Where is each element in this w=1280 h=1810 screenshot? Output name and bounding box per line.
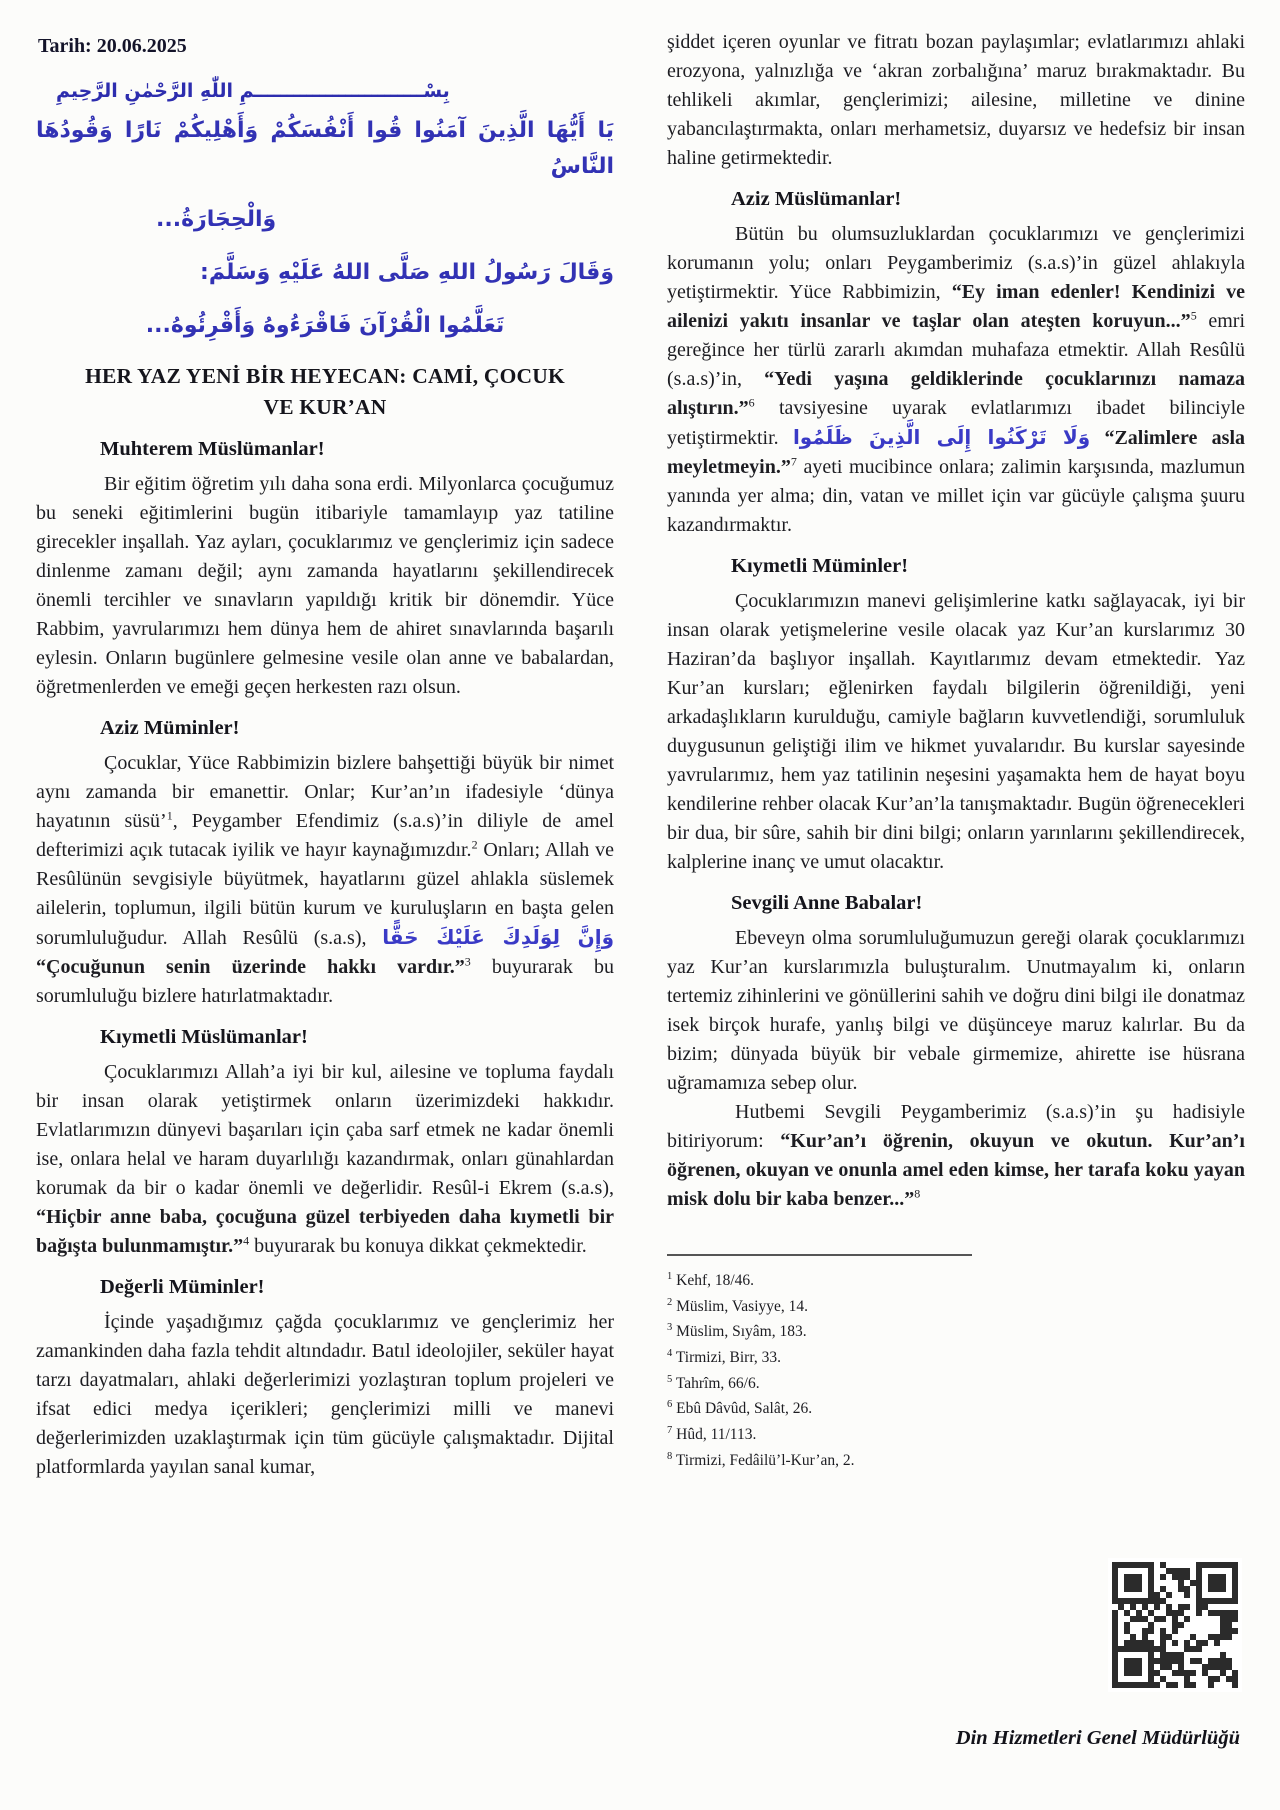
footnote-number: 3: [667, 1322, 673, 1334]
section-heading: Kıymetli Müslümanlar!: [100, 1026, 308, 1048]
footnote-text: Ebû Dâvûd, Salât, 26.: [672, 1400, 813, 1418]
section-heading: Aziz Müslümanlar!: [731, 188, 902, 210]
footnote-item: [667, 1394, 1245, 1420]
body-text: buyurarak bu sorumluluğu bizlere hatırlatmaktadır.: [36, 956, 614, 1007]
paragraph: [36, 1058, 614, 1261]
paragraph: [36, 749, 614, 1011]
footnotes-list: [667, 1266, 1245, 1471]
footnote-number: 4: [667, 1347, 673, 1359]
body-text: İçinde yaşadığımız çağda çocuklarımız ve gençlerimiz her zamankinden daha fazla tehdit altındadır. Batıl ideolojiler, seküler hayat tarzı dayatmaları, ahlaki değerlerimizi yozlaştıran toplum projeleri ve ifsat edici medya içerikleri; gençlerimizi milli ve manevi değerlerimizden uzaklaştırmak için tüm gücüyle çalışmaktadır. Dijital platformlarda yayılan sanal kumar,: [36, 1311, 614, 1478]
right-column: [667, 28, 1245, 1471]
body-text: tavsiyesine uyarak evlatlarımızı ibadet bilinciyle yetiştirmektir.: [667, 397, 1245, 449]
sermon-title: [36, 361, 614, 423]
footnote-number: 8: [667, 1450, 673, 1462]
right-column-sections: [667, 28, 1245, 1214]
body-text: Çocuklarımızı Allah’a iyi bir kul, ailesine ve topluma faydalı bir insan olarak yetiştirmek onların üzerimizdeki hakkıdır. Evlatlarımızın dünyevi başarıları için çaba sarf etmek ne kadar önemli ise, onlara helal ve haram duyarlılığı kazandırmak, onları günahlardan korumak da bir o kadar önemli ve değerlidir. Resûl-i Ekrem (s.a.s),: [36, 1061, 614, 1199]
bold-quote: “Zalimlere asla meyletmeyin.”: [667, 427, 1246, 478]
footnote-marker: 6: [748, 395, 755, 410]
body-text: Hutbemi Sevgili Peygamberimiz (s.a.s)’in şu hadisiyle bitiriyorum:: [667, 1101, 1245, 1152]
footnote-number: 1: [667, 1271, 673, 1282]
footnote-marker: 5: [1190, 308, 1197, 323]
body-text: Bütün bu olumsuzluklardan çocuklarımızı ve gençlerimizi korumanın yolu; onları Peygamberimiz (s.a.s)’in güzel ahlakıyla yetiştirmektir. Yüce Rabbimizin,: [667, 223, 1245, 303]
arabic-verse-line: وَالْحِجَارَةُ...: [156, 207, 277, 232]
footnote-text: Hûd, 11/113.: [672, 1426, 757, 1444]
footnote-marker: 1: [166, 808, 173, 823]
basmala-calligraphy: بِسْــــــــــــــــــــــــــمِ اللّٰهِ الرَّحْمٰنِ الرَّحِيمِ: [56, 80, 450, 102]
footnote-text: Tahrîm, 66/6.: [672, 1374, 760, 1392]
date-label: Tarih: 20.06.2025: [38, 35, 187, 57]
footnote-item: [667, 1292, 1245, 1318]
inline-arabic-quote: وَإِنَّ لِوَلَدِكَ عَلَيْكَ حَقًّا: [382, 925, 615, 949]
paragraph: [667, 1098, 1245, 1214]
paragraph: [667, 28, 1245, 173]
footer-signature: Din Hizmetleri Genel Müdürlüğü: [955, 1727, 1240, 1749]
paragraph: [36, 470, 614, 702]
paragraph: [667, 220, 1245, 540]
footnote-number: 7: [667, 1424, 673, 1436]
body-text: ayeti mucibince onlara; zalimin karşısında, mazlumun yanında yer alma; din, vatan ve millet için var gücüyle çalışma şuuru kazandırmaktır.: [667, 456, 1245, 536]
sermon-title-line2: VE KUR’AN: [263, 395, 387, 419]
paragraph: [36, 1308, 614, 1482]
footnote-text: Müslim, Sıyâm, 183.: [672, 1323, 807, 1341]
sermon-title-line1: HER YAZ YENİ BİR HEYECAN: CAMİ, ÇOCUK: [85, 364, 565, 388]
bold-quote: “Yedi yaşına geldiklerinde çocuklarınızı namaza alıştırın.”: [667, 368, 1245, 419]
body-text: buyurarak bu konuya dikkat çekmektedir.: [249, 1235, 587, 1257]
footnote-marker: 2: [471, 837, 478, 852]
body-text: şiddet içeren oyunlar ve fitratı bozan paylaşımlar; evlatlarımızı ahlaki erozyona, yalnızlığa ve ‘akran zorbalığına’ maruz bırakmaktadır. Bu tehlikeli akımlar, gençlerimizi; ailesine, milletine ve dinine yabancılaştırmakta, onları merhametsiz, duyarsız ve hedefsiz bir insan haline getirmektedir.: [667, 31, 1245, 169]
body-text: emri gereğince her türlü zararlı akımdan muhafaza etmektir. Allah Resûlü (s.a.s)’in,: [667, 310, 1245, 390]
arabic-hadith-intro-line: وَقَالَ رَسُولُ اللهِ صَلَّى اللهُ عَلَيْهِ وَسَلَّمَ:: [200, 260, 614, 285]
left-column-sections: [36, 435, 614, 1482]
arabic-verse-line: يَا أَيُّهَا الَّذِينَ آمَنُوا قُوا أَنْفُسَكُمْ وَأَهْلِيكُمْ نَارًا وَقُودُهَا النَّاسُ: [36, 118, 614, 179]
section-heading: Aziz Müminler!: [100, 717, 240, 739]
body-text: Onları; Allah ve Resûlünün sevgisiyle büyütmek, hayatlarını güzel ahlakla süslemek ailelerin, toplumun, ilgili bütün kurum ve kuruluşların en başta gelen sorumluluğudur. Allah Resûlü (s.a.s),: [36, 839, 614, 949]
footnote-marker: 4: [243, 1233, 250, 1248]
paragraph: [667, 587, 1245, 877]
section-heading: Kıymetli Müminler!: [731, 555, 909, 577]
footnote-item: [667, 1343, 1245, 1369]
qr-code: [1108, 1558, 1242, 1692]
body-text: Çocuklarımızın manevi gelişimlerine katkı sağlayacak, iyi bir insan olarak yetişmelerine vesile olacak yaz Kur’an kurslarımız 30 Haziran’da başlıyor inşallah. Kayıtlarımız devam etmektedir. Yaz Kur’an kursları; eğlenirken faydalı bilgilerin öğrenildiği, yeni arkadaşlıkların kurulduğu, camiyle bağların kuvvetlendiği, sorumluluk duygusunun geliştiği ilim ve hikmet yuvalarıdır. Bu kurslar sayesinde yavrularımız, hem yaz tatilinin neşesini yaşamakta hem de hayat boyu kendilerine rehber olacak Kur’an’la tanışmaktadır. Bugün öğrenecekleri bir dua, bir sûre, sahih bir dini bilgi; onların yarınlarını şekillendirecek, kalplerine inanç ve umut olacaktır.: [667, 590, 1245, 873]
section-heading: Değerli Müminler!: [100, 1276, 265, 1298]
paragraph: [667, 924, 1245, 1098]
bold-quote: “Kur’an’ı öğrenin, okuyun ve okutun. Kur’an’ı öğrenen, okuyan ve onunla amel eden kimse, her tarafa koku yayan misk dolu bir kaba benzer...”: [667, 1130, 1245, 1210]
arabic-hadith-line: تَعَلَّمُوا الْقُرْآنَ فَاقْرَءُوهُ وَأَقْرِئُوهُ...: [145, 313, 505, 338]
left-column: [36, 28, 614, 1482]
footnote-text: Tirmizi, Birr, 33.: [672, 1349, 782, 1367]
inline-arabic-quote: وَلَا تَرْكَنُوا إِلَى الَّذِينَ ظَلَمُوا: [792, 425, 1091, 449]
footnote-item: [667, 1266, 1245, 1292]
footnote-number: 6: [667, 1399, 673, 1411]
section-heading: Muhterem Müslümanlar!: [100, 438, 325, 460]
section-heading: Sevgili Anne Babalar!: [731, 892, 923, 914]
body-text: Çocuklar, Yüce Rabbimizin bizlere bahşettiği büyük bir nimet aynı zamanda bir emanettir. Onlar; Kur’an’ın ifadesiyle ‘dünya hayatının süsü’: [36, 752, 614, 832]
body-text: Bir eğitim öğretim yılı daha sona erdi. Milyonlarca çocuğumuz bu seneki eğitimlerini bugün itibariyle tamamlayıp yaz tatiline girecekler inşallah. Yaz ayları, çocuklarımız ve gençlerimiz için sadece dinlenme zamanı değil; aynı zamanda hayatlarını şekillendirecek önemli tercihler ve sınavların yapıldığı kritik bir dönemdir. Yüce Rabbim, yavrularımızı hem dünya hem de ahiret sınavlarında başarılı eylesin. Onların bugünlere gelmesine vesile olan anne ve babalardan, öğretmenlerden ve emeği geçen herkesten razı olsun.: [36, 473, 614, 698]
footnote-marker: 8: [914, 1186, 921, 1201]
footnote-item: [667, 1446, 1245, 1472]
footnote-number: 2: [667, 1296, 673, 1308]
footnote-item: [667, 1420, 1245, 1446]
footnote-text: Tirmizi, Fedâilü’l-Kur’an, 2.: [672, 1451, 855, 1469]
body-text: Ebeveyn olma sorumluluğumuzun gereği olarak çocuklarımızı yaz Kur’an kurslarımızla buluşturalım. Unutmayalım ki, onların tertemiz zihinlerini ve gönüllerini sahih ve doğru dini bilgi ile donatmaz isek birçok hurafe, yanlış bilgi ve düşünceye maruz kalırlar. Bu da bizim; dünyada büyük bir vebale girmemize, ahirette ise hüsrana uğramamıza sebep olur.: [667, 927, 1245, 1094]
footnote-marker: 3: [464, 954, 471, 969]
footnote-item: [667, 1317, 1245, 1343]
footnote-marker: 7: [790, 454, 797, 469]
footnote-number: 5: [667, 1373, 673, 1385]
footnote-text: Müslim, Vasiyye, 14.: [672, 1297, 809, 1315]
body-text: , Peygamber Efendimiz (s.a.s)’in diliyle de amel defterimizi açık tutacak iyilik ve hayır kaynağımızdır.: [36, 810, 614, 861]
footnote-item: [667, 1369, 1245, 1395]
body-text: [1090, 427, 1104, 449]
bold-quote: “Hiçbir anne baba, çocuğuna güzel terbiyeden daha kıymetli bir bağışta bulunmamıştır.”: [36, 1206, 614, 1257]
footnote-separator: [667, 1254, 972, 1256]
bold-quote: “Çocuğunun senin üzerinde hakkı vardır.”: [36, 956, 465, 978]
footnote-text: Kehf, 18/46.: [672, 1272, 755, 1290]
bold-quote: “Ey iman edenler! Kendinizi ve ailenizi yakıtı insanlar ve taşlar olan ateşten koruyun...”: [667, 281, 1245, 332]
